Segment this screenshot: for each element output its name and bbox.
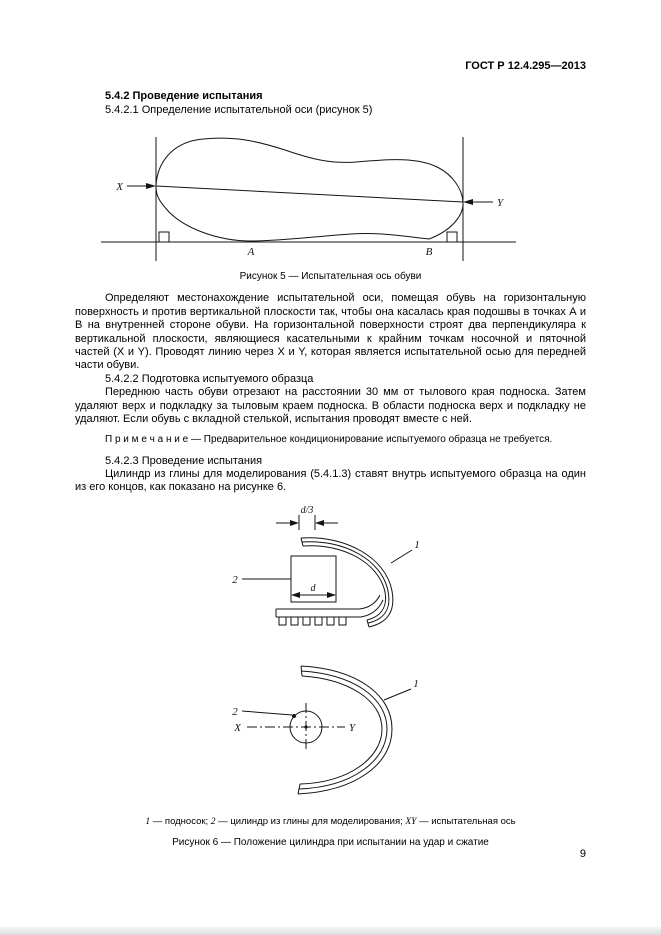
legend-key-2: 2 (210, 816, 216, 827)
point-label-b: B (425, 246, 433, 259)
legend-text-3: — испытательная ось (416, 815, 516, 827)
cap-front-top-end (301, 666, 302, 676)
y-arrowhead-icon (463, 199, 473, 205)
tread-tooth (303, 617, 310, 625)
tread-tooth (291, 617, 298, 625)
paragraph-test-axis: Определяют местонахождение испытательной оси, помещая обувь на горизонтальную поверхность и против вертикальной плоскости так, чтобы она касалась края подошвы в точках А и В на внутренней стороне обуви. На горизонтальной поверхности строят два перпендикуляра к вертикальной плоскости, являющиеся касательными к крайним точкам носочной и пяточной частей (X и Y). Проводят линию через X и Y, которая является испытательной осью для передней части обуви. (75, 292, 586, 372)
figure6-side-view-drawing (221, 503, 441, 641)
callout-label-2-bottom: 2 (231, 705, 238, 718)
tread-tooth (339, 617, 346, 625)
callout-label-2-top: 2 (231, 573, 238, 586)
section-5-4-2-heading: 5.4.2 Проведение испытания (105, 90, 263, 103)
cap-front-middle-arc (299, 671, 387, 789)
callout-label-1-top: 1 (413, 538, 420, 551)
section-5-4-2-3-heading: 5.4.2.3 Проведение испытания (105, 454, 263, 467)
page-number: 9 (579, 848, 586, 860)
page-bottom-edge (0, 927, 661, 935)
right-angle-mark-left (159, 232, 169, 242)
figure6-legend (75, 816, 586, 829)
legend-key-xy: XY (405, 816, 417, 827)
axis-label-x-front: X (233, 721, 241, 734)
paragraph-test-procedure: Цилиндр из глины для моделирования (5.4.1.3) ставят внутрь испытуемого образца на один из его концов, как показано на рисунке 6. (75, 468, 586, 494)
figure6-caption: Рисунок 6 — Положение цилиндра при испытании на удар и сжатие (172, 837, 489, 849)
tread-tooth (327, 617, 334, 625)
legend-key-1: 1 (145, 816, 151, 827)
paragraph-sample-preparation: Переднюю часть обуви отрезают на расстоянии 30 мм от тылового края подноска. Затем удаляют верх и подкладку за тыловым краем подноска. В области подноска верх и подкладку не удаляют. Если обувь с вкладной стелькой, испытания проводят вместе с ней. (75, 386, 586, 426)
section-5-4-2-1-heading: 5.4.2.1 Определение испытательной оси (рисунок 5) (105, 103, 373, 116)
dimension-label-d3: d/3 (300, 504, 313, 516)
callout-leader-1-top (391, 550, 412, 563)
d-arrowhead-right-icon (327, 592, 336, 598)
axis-label-x: X (116, 181, 123, 194)
dimension-label-d: d (310, 582, 315, 594)
tread-tooth (279, 617, 286, 625)
axis-label-y: Y (497, 197, 504, 210)
right-angle-mark-right (447, 232, 457, 242)
callout-leader-1-bottom (384, 689, 411, 700)
callout-dot-2 (292, 714, 296, 718)
d-arrowhead-left-icon (291, 592, 300, 598)
figure6-front-view-drawing (221, 649, 441, 804)
axis-label-y-front: Y (348, 721, 355, 734)
note-conditioning: П р и м е ч а н и е — Предварительное кондиционирование испытуемого образца не требуется. (105, 434, 553, 446)
legend-text-1: — подносок; (150, 815, 211, 827)
toe-cap-bottom-end (367, 620, 369, 627)
point-label-a: A (247, 246, 255, 259)
center-point (304, 725, 307, 728)
figure5-drawing (93, 124, 523, 264)
tread-tooth (315, 617, 322, 625)
page-content (75, 60, 586, 850)
callout-label-1-bottom: 1 (412, 677, 419, 690)
shoe-sole-outline (156, 138, 463, 241)
figure5-caption: Рисунок 5 — Испытательная ось обуви (239, 271, 422, 283)
document-code: ГОСТ Р 12.4.295—2013 (465, 60, 586, 72)
x-arrowhead-icon (146, 183, 156, 189)
cap-front-inner-arc (300, 676, 382, 784)
d3-arrowhead-right-icon (315, 520, 324, 526)
test-axis-line (156, 186, 463, 202)
callout-leader-2-bottom (242, 711, 292, 715)
d3-arrowhead-left-icon (290, 520, 299, 526)
section-5-4-2-2-heading: 5.4.2.2 Подготовка испытуемого образца (105, 372, 314, 385)
legend-text-2: — цилиндр из глины для моделирования; (215, 815, 406, 827)
